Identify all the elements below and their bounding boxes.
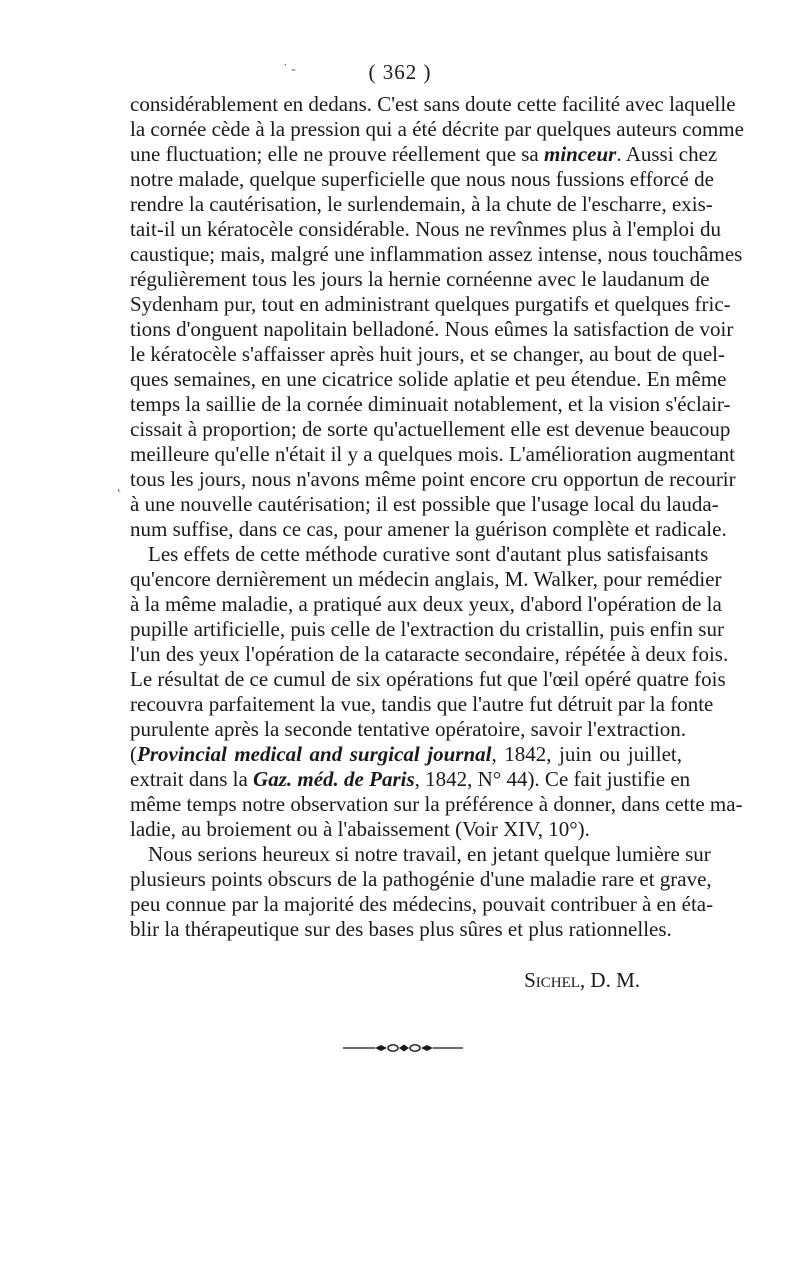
text-line: Sydenham pur, tout en administrant quelques purgatifs et quelques fric- [130, 292, 731, 316]
text-line: caustique; mais, malgré une inflammation assez intense, nous touchâmes [130, 242, 743, 266]
text-line: une fluctuation; elle ne prouve réellement que sa minceur. Aussi chez [130, 142, 718, 166]
text-line: régulièrement tous les jours la hernie cornéenne avec le laudanum de [130, 267, 710, 291]
text-line: à la même maladie, a pratiqué aux deux yeux, d'abord l'opération de la [130, 592, 722, 616]
text-line: ladie, au broiement ou à l'abaissement (Voir XIV, 10°). [130, 817, 590, 841]
author-signature [524, 968, 640, 993]
author-title: , D. M. [579, 968, 640, 992]
text-line: tions d'onguent napolitain belladoné. Nous eûmes la satisfaction de voir [130, 317, 734, 341]
text-line: (Provincial medical and surgical journal, 1842, juin ou juillet, [130, 742, 682, 766]
text-line: tous les jours, nous n'avons même point encore cru opportun de recourir [130, 467, 736, 491]
text-line: ques semaines, en une cicatrice solide aplatie et peu étendue. En même [130, 367, 727, 391]
text-line: l'un des yeux l'opération de la cataracte secondaire, répétée à deux fois. [130, 642, 729, 666]
text-line: peu connue par la majorité des médecins, pouvait contribuer à en éta- [130, 892, 714, 916]
text-line: temps la saillie de la cornée diminuait notablement, et la vision s'éclair- [130, 392, 731, 416]
text-line: Les effets de cette méthode curative sont d'autant plus satisfaisants [148, 542, 709, 566]
text-line: le kératocèle s'affaisser après huit jours, et se changer, au bout de quel- [130, 342, 725, 366]
text-line: meilleure qu'elle n'était il y a quelques mois. L'amélioration augmentant [130, 442, 736, 466]
text-line: rendre la cautérisation, le surlendemain, à la chute de l'escharre, exis- [130, 192, 713, 216]
text-line: tait-il un kératocèle considérable. Nous ne revînmes plus à l'emploi du [130, 217, 722, 241]
text-line: plusieurs points obscurs de la pathogénie d'une maladie rare et grave, [130, 867, 712, 891]
text-line: notre malade, quelque superficielle que nous nous fussions efforcé de [130, 167, 714, 191]
author-name: Sichel [524, 968, 580, 992]
text-line: Nous serions heureux si notre travail, en jetant quelque lumière sur [148, 842, 711, 866]
text-line: blir la thérapeutique sur des bases plus sûres et plus rationnelles. [130, 917, 672, 941]
text-line: considérablement en dedans. C'est sans doute cette facilité avec laquelle [130, 92, 736, 116]
text-line: cissait à proportion; de sorte qu'actuellement elle est devenue beaucoup [130, 417, 731, 441]
text-line: même temps notre observation sur la préférence à donner, dans cette ma- [130, 792, 743, 816]
text-line: Le résultat de ce cumul de six opérations fut que l'œil opéré quatre fois [130, 667, 726, 691]
stray-margin-mark: ˛ [117, 478, 122, 493]
text-line: num suffise, dans ce cas, pour amener la guérison complète et radicale. [130, 517, 727, 541]
text-line: qu'encore dernièrement un médecin anglais, M. Walker, pour remédier [130, 567, 722, 591]
page-number: ( 362 ) [368, 60, 432, 84]
text-line: la cornée cède à la pression qui a été décrite par quelques auteurs comme [130, 117, 744, 141]
text-line: recouvra parfaitement la vue, tandis que l'autre fut détruit par la fonte [130, 692, 714, 716]
text-line: extrait dans la Gaz. méd. de Paris, 1842, N° 44). Ce fait justifie en [130, 767, 691, 791]
text-line: purulente après la seconde tentative opératoire, savoir l'extraction. [130, 717, 686, 741]
closing-ornament [343, 1041, 463, 1055]
text-line: pupille artificielle, puis celle de l'extraction du cristallin, puis enfin sur [130, 617, 724, 641]
text-line: à une nouvelle cautérisation; il est possible que l'usage local du lauda- [130, 492, 719, 516]
stray-print-mark: ˙ - [283, 62, 296, 77]
